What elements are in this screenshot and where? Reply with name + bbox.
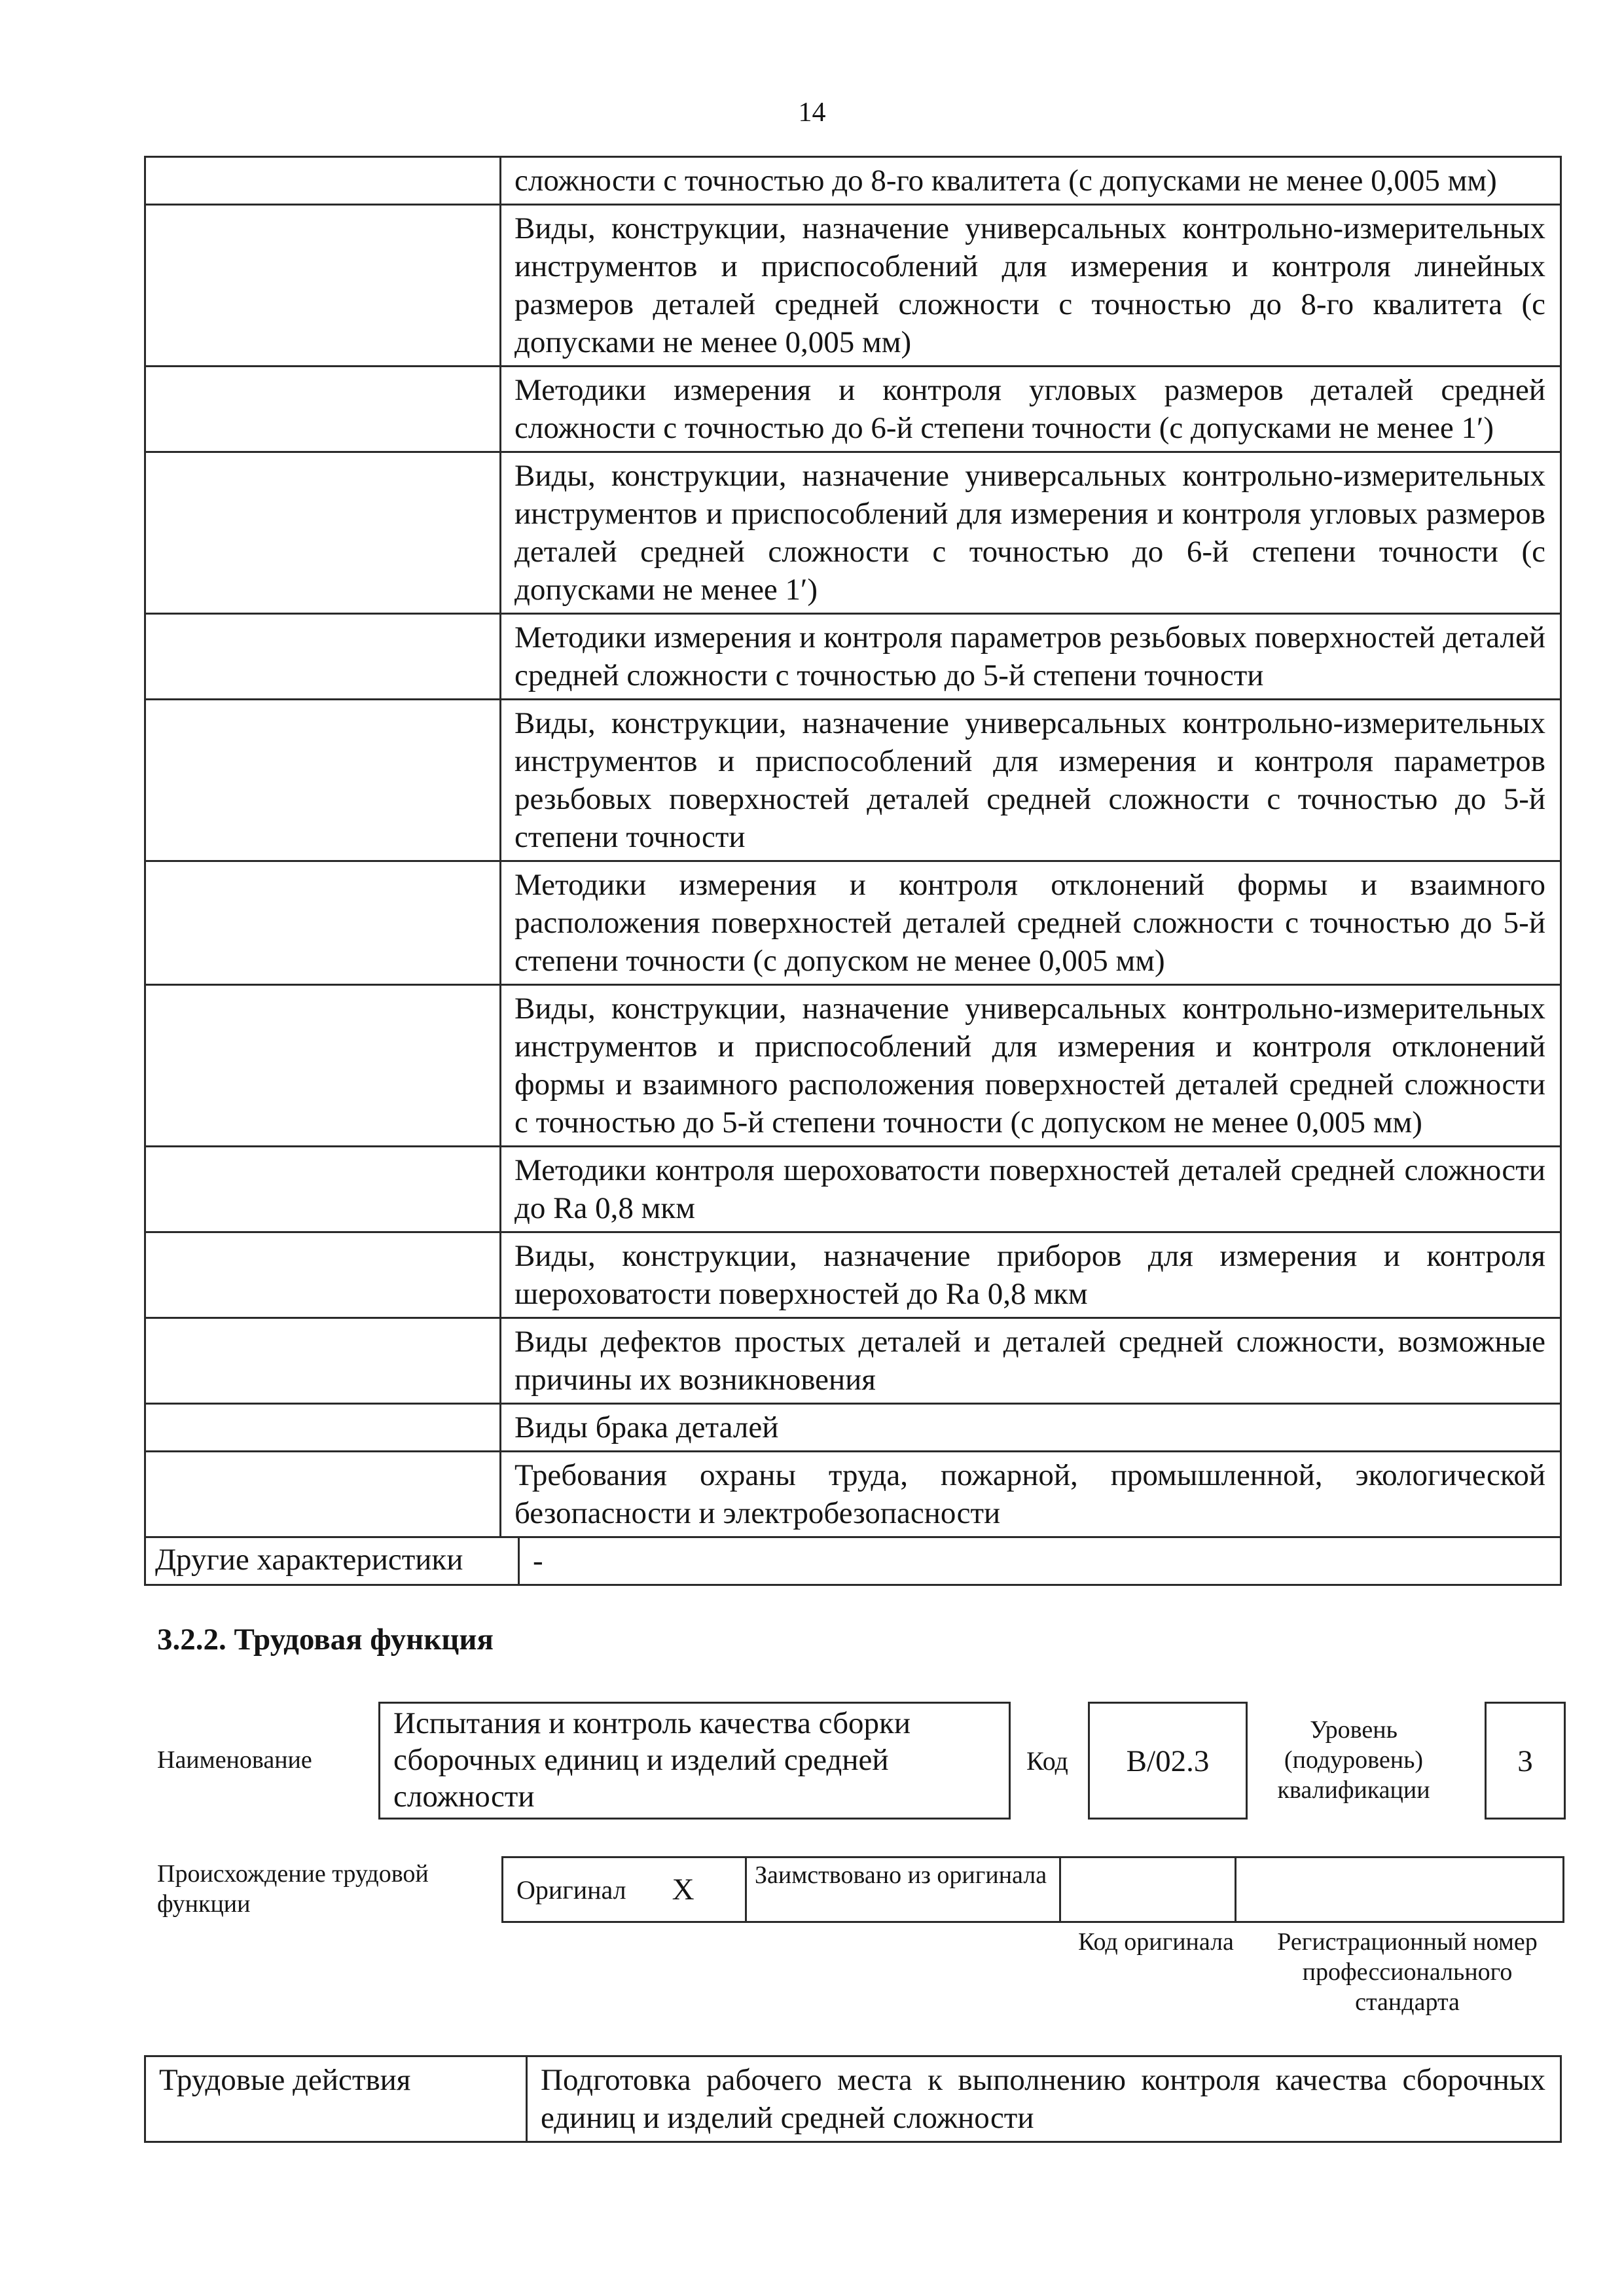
code-caption: Код оригинала [1078,1928,1234,1956]
table-row [146,365,1560,451]
origin-label: Происхождение трудовой функции [157,1860,429,1918]
registration-caption: Регистрационный номер профессионального стандарта [1277,1928,1538,2016]
table-row [146,613,1560,698]
knowledge-item: Виды, конструкции, назначение универсальных контрольно-измерительных инструментов и приспособлений для измерения и контроля линейных размеров деталей средней сложности с точностью до 8-го квалитета (с допусками не менее 0,005 мм) [514,211,1545,359]
table-row [146,1231,1560,1317]
table-row [146,451,1560,613]
labor-actions-value: Подготовка рабочего места к выполнению контроля качества сборочных единиц и изделий средней сложности [541,2063,1545,2135]
table-row [146,158,1560,204]
function-code-box: B/02.3 [1088,1702,1248,1820]
knowledge-item: Методики измерения и контроля параметров резьбовых поверхностей деталей средней сложности с точностью до 5-й степени точности [514,620,1545,692]
knowledge-item: Виды, конструкции, назначение приборов для измерения и контроля шероховатости поверхностей до Ra 0,8 мкм [514,1239,1545,1311]
knowledge-item: Методики контроля шероховатости поверхностей деталей средней сложности до Ra 0,8 мкм [514,1153,1545,1225]
table-row [146,860,1560,984]
original-code-cell [1061,1858,1236,1921]
knowledge-item: Виды дефектов простых деталей и деталей средней сложности, возможные причины их возникновения [514,1325,1545,1397]
code-label: Код [1026,1746,1068,1776]
labor-actions-label: Трудовые действия [146,2057,528,2141]
knowledge-item: Методики измерения и контроля угловых размеров деталей средней сложности с точностью до 6-й степени точности (с допусками не менее 1′) [514,373,1545,445]
origin-table [501,1856,1564,1923]
knowledge-item: сложности с точностью до 8-го квалитета (с допусками не менее 0,005 мм) [514,164,1497,198]
knowledge-item: Методики измерения и контроля отклонений формы и взаимного расположения поверхностей деталей средней сложности с точностью до 5-й степени точности (с допуском не менее 0,005 мм) [514,868,1545,978]
original-label: Оригинал [516,1874,626,1905]
table-row [146,984,1560,1145]
section-title: 3.2.2. Трудовая функция [157,1623,494,1657]
function-name-box: Испытания и контроль качества сборки сборочных единиц и изделий средней сложности [378,1702,1011,1820]
name-label: Наименование [157,1746,312,1774]
table-row [146,698,1560,860]
original-cell [503,1858,747,1921]
knowledge-item: Виды, конструкции, назначение универсальных контрольно-измерительных инструментов и приспособлений для измерения и контроля угловых размеров деталей средней сложности с точностью до 6-й степени точности (с допусками не менее 1′) [514,459,1545,607]
original-mark: X [672,1873,695,1907]
other-characteristics-label: Другие характеристики [146,1538,520,1584]
borrowed-label: Заимствовано из оригинала [747,1858,1061,1921]
level-value-box: 3 [1485,1702,1566,1820]
labor-actions-table [144,2055,1562,2143]
table-row [146,1317,1560,1403]
knowledge-item: Виды, конструкции, назначение универсальных контрольно-измерительных инструментов и приспособлений для измерения и контроля параметров резьбовых поверхностей деталей средней сложности с точностью до 5-й степени точности [514,706,1545,854]
table-row [146,1403,1560,1450]
table-row [146,1145,1560,1231]
table-row [146,204,1560,365]
knowledge-item: Требования охраны труда, пожарной, промышленной, экологической безопасности и электробезопасности [514,1458,1545,1530]
table-row [146,1450,1560,1536]
other-characteristics-value: - [533,1544,543,1578]
registration-number-cell [1236,1858,1562,1921]
other-characteristics-row [146,1536,1560,1584]
knowledge-table [144,156,1562,1586]
knowledge-item: Виды брака деталей [514,1410,779,1444]
page-number: 14 [798,98,826,128]
level-label: Уровень (подуровень) квалификации [1277,1716,1430,1804]
knowledge-item: Виды, конструкции, назначение универсальных контрольно-измерительных инструментов и приспособлений для измерения и контроля отклонений формы и взаимного расположения поверхностей деталей средней сложности с точностью до 5-й степени точности (с допуском не менее 0,005 мм) [514,992,1545,1139]
